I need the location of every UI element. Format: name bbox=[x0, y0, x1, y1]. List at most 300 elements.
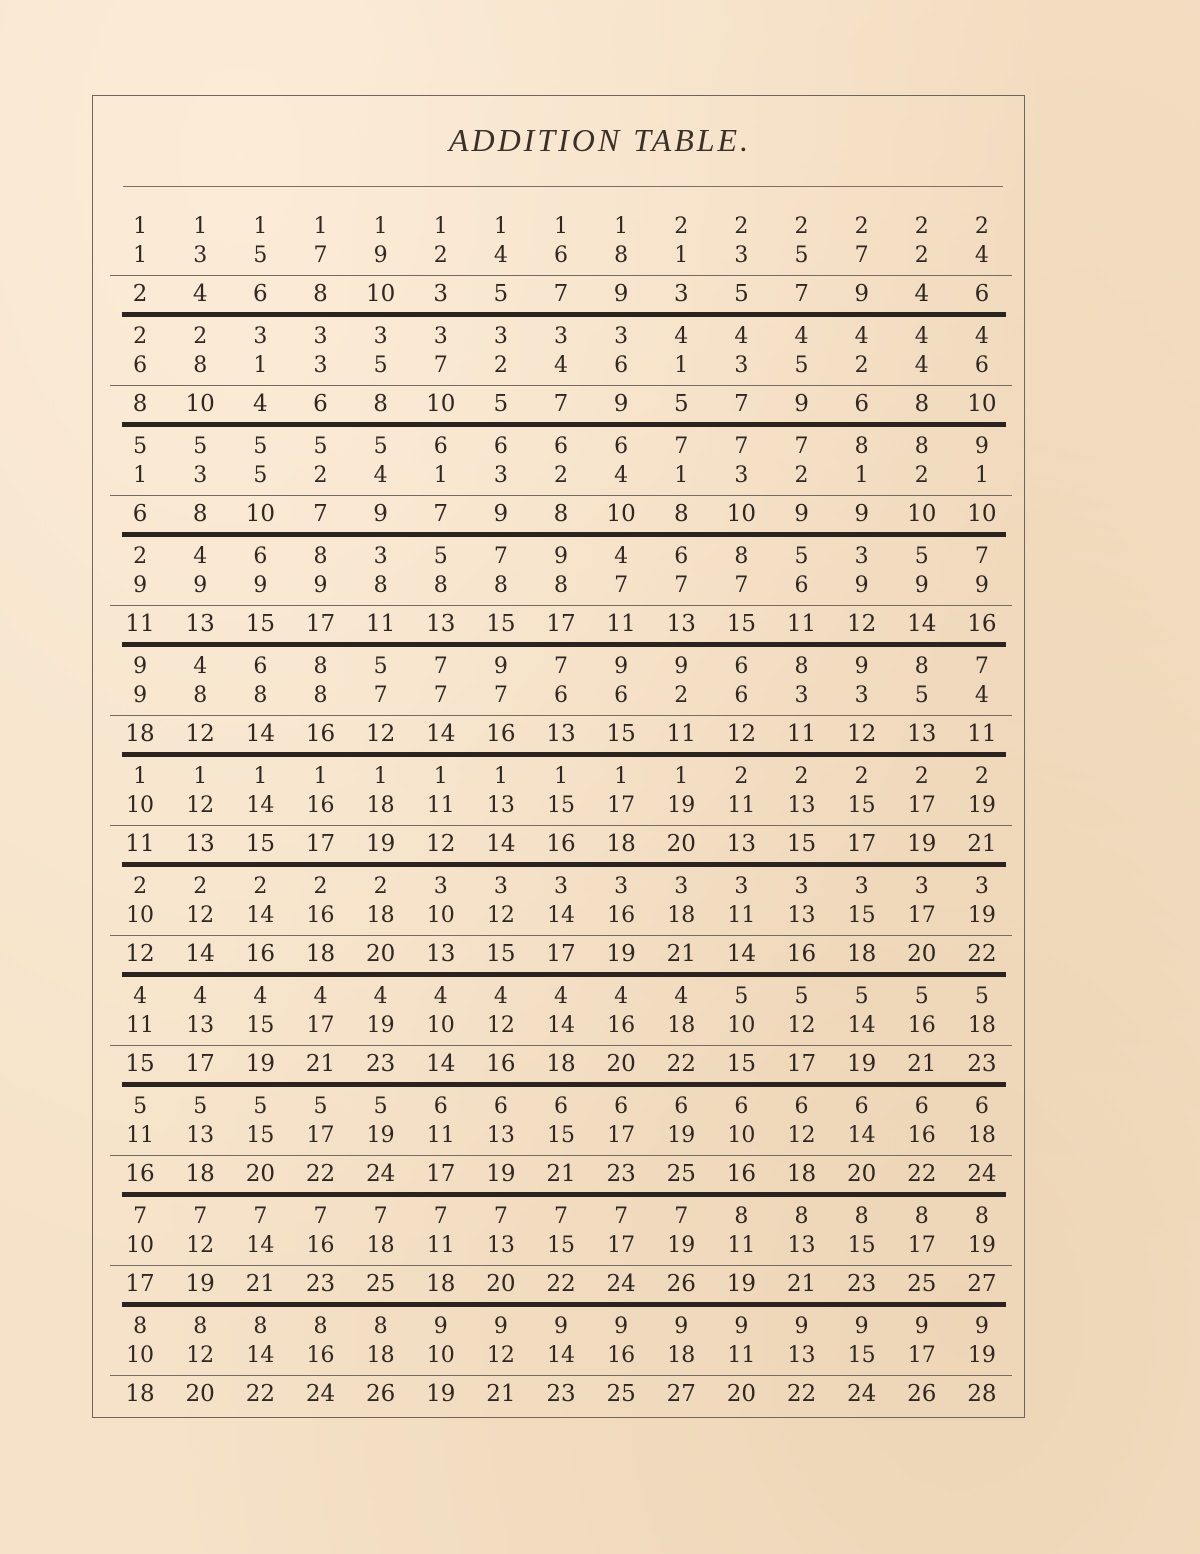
addend-top: 7 bbox=[974, 654, 989, 679]
addend-top: 6 bbox=[493, 1094, 508, 1119]
addend-pair bbox=[351, 652, 411, 710]
sum-cell: 11 bbox=[967, 721, 997, 747]
addend-bottom: 18 bbox=[667, 903, 696, 928]
addend-top: 2 bbox=[734, 214, 749, 239]
addend-pair bbox=[471, 652, 531, 710]
sum-cell: 5 bbox=[734, 281, 749, 307]
addend-bottom: 7 bbox=[433, 353, 448, 378]
addend-top: 2 bbox=[734, 764, 749, 789]
addend-top: 8 bbox=[253, 1314, 268, 1339]
addend-bottom: 10 bbox=[727, 1123, 756, 1148]
sum-row bbox=[110, 1375, 1012, 1412]
table-block bbox=[122, 1197, 1006, 1307]
table-block bbox=[122, 207, 1006, 317]
sum-cell: 27 bbox=[666, 1381, 696, 1407]
addend-pair bbox=[290, 542, 350, 600]
sum-cell: 13 bbox=[185, 611, 215, 637]
addend-pair bbox=[110, 762, 170, 820]
addend-bottom: 19 bbox=[967, 793, 996, 818]
addend-bottom: 8 bbox=[433, 573, 448, 598]
addend-top: 4 bbox=[433, 984, 448, 1009]
addend-bottom: 1 bbox=[253, 353, 268, 378]
addend-pair bbox=[110, 872, 170, 930]
addend-bottom: 19 bbox=[967, 1343, 996, 1368]
sum-cell: 9 bbox=[854, 281, 869, 307]
addend-top: 6 bbox=[974, 1094, 989, 1119]
addend-bottom: 7 bbox=[614, 573, 629, 598]
sum-cell: 13 bbox=[907, 721, 937, 747]
addend-pair bbox=[531, 432, 591, 490]
addend-top: 6 bbox=[674, 1094, 689, 1119]
addend-bottom: 5 bbox=[373, 353, 388, 378]
addend-bottom: 7 bbox=[674, 573, 689, 598]
sum-cell: 4 bbox=[192, 281, 208, 307]
addend-top: 7 bbox=[794, 434, 809, 459]
sum-cell: 14 bbox=[426, 721, 456, 747]
addend-pair bbox=[170, 432, 230, 490]
sum-cell: 11 bbox=[125, 831, 155, 857]
addend-top: 9 bbox=[133, 654, 148, 679]
addend-pair bbox=[471, 1092, 531, 1150]
addend-pair bbox=[290, 432, 350, 490]
sum-cell: 24 bbox=[365, 1161, 396, 1187]
sum-cell: 13 bbox=[185, 831, 215, 857]
sum-cell: 13 bbox=[666, 611, 696, 637]
addend-bottom: 9 bbox=[854, 573, 869, 598]
addend-pair bbox=[411, 1312, 471, 1370]
addend-row bbox=[110, 1087, 1012, 1155]
addend-bottom: 1 bbox=[974, 463, 989, 488]
addend-top: 7 bbox=[433, 654, 448, 679]
addend-bottom: 1 bbox=[674, 243, 689, 268]
sum-row bbox=[110, 1265, 1012, 1302]
addend-row bbox=[110, 317, 1012, 385]
addend-bottom: 11 bbox=[426, 1233, 455, 1258]
addend-pair bbox=[170, 982, 230, 1040]
addend-top: 4 bbox=[674, 984, 689, 1009]
addend-bottom: 16 bbox=[306, 1343, 335, 1368]
sum-cell: 17 bbox=[185, 1051, 215, 1077]
sum-cell: 6 bbox=[974, 281, 990, 307]
addend-pair bbox=[832, 322, 892, 380]
addend-pair bbox=[952, 872, 1012, 930]
sum-cell: 15 bbox=[726, 1051, 757, 1077]
addend-pair bbox=[290, 1202, 350, 1260]
sum-cell: 23 bbox=[606, 1161, 636, 1187]
addend-pair bbox=[411, 652, 471, 710]
sum-cell: 14 bbox=[726, 941, 757, 967]
sum-cell: 16 bbox=[125, 1161, 155, 1187]
addend-pair bbox=[170, 212, 230, 270]
sum-cell: 9 bbox=[493, 501, 509, 527]
addend-top: 7 bbox=[553, 654, 568, 679]
addend-top: 2 bbox=[133, 874, 148, 899]
addend-pair bbox=[471, 762, 531, 820]
addend-pair bbox=[651, 212, 711, 270]
addend-bottom: 11 bbox=[727, 1233, 756, 1258]
sum-cell: 19 bbox=[907, 831, 937, 857]
sum-cell: 19 bbox=[185, 1271, 215, 1297]
addend-bottom: 12 bbox=[787, 1013, 816, 1038]
addend-pair bbox=[471, 1202, 531, 1260]
addend-bottom: 12 bbox=[186, 793, 215, 818]
addend-pair bbox=[230, 212, 290, 270]
addend-bottom: 13 bbox=[486, 793, 515, 818]
addend-bottom: 1 bbox=[854, 463, 869, 488]
addend-bottom: 13 bbox=[186, 1123, 215, 1148]
sum-cell: 11 bbox=[666, 721, 696, 747]
sum-cell: 10 bbox=[726, 501, 757, 527]
addend-row bbox=[110, 867, 1012, 935]
sum-cell: 10 bbox=[426, 391, 456, 417]
addend-pair bbox=[591, 1092, 651, 1150]
addend-top: 4 bbox=[734, 324, 749, 349]
addend-top: 3 bbox=[493, 874, 508, 899]
addend-top: 4 bbox=[614, 544, 629, 569]
sum-cell: 13 bbox=[546, 721, 576, 747]
addend-bottom: 16 bbox=[306, 903, 335, 928]
addend-pair bbox=[290, 872, 350, 930]
addend-top: 8 bbox=[133, 1314, 148, 1339]
addend-bottom: 8 bbox=[253, 683, 268, 708]
addend-row bbox=[110, 647, 1012, 715]
addend-top: 8 bbox=[854, 434, 869, 459]
addend-top: 2 bbox=[193, 874, 208, 899]
addend-bottom: 11 bbox=[727, 1343, 756, 1368]
sum-cell: 13 bbox=[426, 941, 456, 967]
addend-bottom: 17 bbox=[607, 1123, 636, 1148]
addend-pair bbox=[531, 872, 591, 930]
addend-top: 6 bbox=[734, 654, 749, 679]
sum-cell: 18 bbox=[185, 1161, 215, 1187]
sum-cell: 10 bbox=[365, 281, 396, 307]
addend-top: 3 bbox=[674, 874, 689, 899]
addend-pair bbox=[110, 1202, 170, 1260]
addend-pair bbox=[832, 1092, 892, 1150]
addend-pair bbox=[290, 1312, 350, 1370]
sum-cell: 20 bbox=[726, 1381, 757, 1407]
addend-pair bbox=[110, 652, 170, 710]
addend-pair bbox=[591, 1202, 651, 1260]
addend-pair bbox=[771, 1312, 831, 1370]
addend-top: 9 bbox=[974, 1314, 989, 1339]
addend-top: 5 bbox=[794, 984, 809, 1009]
addend-bottom: 15 bbox=[847, 1343, 876, 1368]
addend-bottom: 17 bbox=[607, 1233, 636, 1258]
addend-bottom: 6 bbox=[614, 683, 629, 708]
sum-cell: 11 bbox=[125, 611, 155, 637]
addend-top: 1 bbox=[493, 214, 508, 239]
addend-bottom: 2 bbox=[674, 683, 689, 708]
sum-cell: 9 bbox=[373, 501, 388, 527]
addend-top: 7 bbox=[674, 434, 689, 459]
addend-top: 8 bbox=[794, 654, 809, 679]
addend-pair bbox=[170, 762, 230, 820]
addend-top: 6 bbox=[734, 1094, 749, 1119]
addend-bottom: 8 bbox=[193, 353, 208, 378]
sum-cell: 26 bbox=[907, 1381, 937, 1407]
sum-cell: 14 bbox=[907, 611, 937, 637]
addend-bottom: 6 bbox=[133, 353, 148, 378]
addend-row bbox=[110, 757, 1012, 825]
addend-bottom: 2 bbox=[854, 353, 869, 378]
addend-pair bbox=[230, 542, 290, 600]
addend-bottom: 8 bbox=[373, 573, 388, 598]
addend-bottom: 10 bbox=[426, 1343, 455, 1368]
addend-bottom: 19 bbox=[667, 1123, 696, 1148]
sum-cell: 7 bbox=[734, 391, 749, 417]
sum-cell: 23 bbox=[305, 1271, 336, 1297]
addend-pair bbox=[771, 542, 831, 600]
addend-top: 8 bbox=[914, 654, 929, 679]
sum-cell: 15 bbox=[606, 721, 636, 747]
addend-pair bbox=[411, 762, 471, 820]
addend-top: 7 bbox=[553, 1204, 568, 1229]
addend-top: 5 bbox=[433, 544, 448, 569]
addend-top: 2 bbox=[674, 214, 689, 239]
addend-pair bbox=[591, 652, 651, 710]
sum-cell: 7 bbox=[433, 501, 449, 527]
sum-cell: 23 bbox=[365, 1051, 396, 1077]
addend-top: 3 bbox=[373, 544, 388, 569]
addend-top: 1 bbox=[373, 214, 388, 239]
addend-top: 8 bbox=[313, 1314, 328, 1339]
addend-top: 8 bbox=[914, 1204, 929, 1229]
addend-bottom: 7 bbox=[734, 573, 749, 598]
addend-pair bbox=[110, 432, 170, 490]
addend-top: 9 bbox=[914, 1314, 929, 1339]
addend-pair bbox=[952, 1092, 1012, 1150]
addend-pair bbox=[110, 322, 170, 380]
addend-pair bbox=[471, 872, 531, 930]
addend-bottom: 4 bbox=[373, 463, 388, 488]
addend-top: 9 bbox=[433, 1314, 448, 1339]
addend-pair bbox=[290, 982, 350, 1040]
addend-top: 1 bbox=[253, 764, 268, 789]
addend-top: 3 bbox=[313, 324, 328, 349]
sum-cell: 24 bbox=[606, 1271, 636, 1297]
addend-bottom: 17 bbox=[306, 1123, 335, 1148]
addend-pair bbox=[531, 212, 591, 270]
addend-top: 5 bbox=[373, 434, 388, 459]
addend-pair bbox=[351, 872, 411, 930]
addend-bottom: 7 bbox=[313, 243, 328, 268]
addend-bottom: 11 bbox=[126, 1123, 155, 1148]
addend-pair bbox=[351, 1092, 411, 1150]
addend-pair bbox=[531, 322, 591, 380]
addend-pair bbox=[290, 652, 350, 710]
addend-pair bbox=[651, 982, 711, 1040]
sum-cell: 22 bbox=[907, 1161, 937, 1187]
addend-top: 7 bbox=[674, 1204, 689, 1229]
sum-cell: 17 bbox=[426, 1161, 456, 1187]
sum-row bbox=[110, 1045, 1012, 1082]
addend-pair bbox=[952, 542, 1012, 600]
sum-cell: 20 bbox=[245, 1161, 275, 1187]
addend-bottom: 8 bbox=[493, 573, 508, 598]
sum-cell: 27 bbox=[967, 1271, 997, 1297]
addend-bottom: 17 bbox=[907, 1233, 936, 1258]
addend-pair bbox=[832, 1312, 892, 1370]
table-block bbox=[122, 317, 1006, 427]
addend-bottom: 17 bbox=[907, 903, 936, 928]
sum-cell: 19 bbox=[486, 1161, 516, 1187]
addend-top: 5 bbox=[974, 984, 989, 1009]
addend-top: 1 bbox=[433, 214, 448, 239]
sum-cell: 16 bbox=[546, 831, 576, 857]
addend-top: 3 bbox=[974, 874, 989, 899]
addend-pair bbox=[892, 872, 952, 930]
sum-cell: 5 bbox=[493, 281, 509, 307]
addend-bottom: 19 bbox=[967, 1233, 996, 1258]
addend-pair bbox=[411, 1202, 471, 1260]
addend-top: 6 bbox=[433, 1094, 448, 1119]
sum-cell: 7 bbox=[313, 501, 328, 527]
addend-pair bbox=[170, 1202, 230, 1260]
table-block bbox=[122, 1307, 1006, 1412]
addend-row bbox=[110, 1197, 1012, 1265]
addend-top: 8 bbox=[734, 544, 749, 569]
addend-pair bbox=[892, 322, 952, 380]
addend-top: 3 bbox=[614, 324, 629, 349]
addend-top: 2 bbox=[974, 214, 989, 239]
addend-top: 5 bbox=[193, 1094, 208, 1119]
addend-pair bbox=[531, 982, 591, 1040]
sum-cell: 9 bbox=[613, 391, 629, 417]
sum-cell: 24 bbox=[967, 1161, 997, 1187]
addend-top: 1 bbox=[553, 214, 568, 239]
addend-bottom: 9 bbox=[974, 573, 989, 598]
addend-top: 9 bbox=[974, 434, 989, 459]
sum-cell: 17 bbox=[305, 831, 336, 857]
sum-cell: 28 bbox=[967, 1381, 997, 1407]
addend-top: 8 bbox=[373, 1314, 388, 1339]
addend-pair bbox=[230, 1202, 290, 1260]
addend-bottom: 14 bbox=[546, 903, 575, 928]
addend-bottom: 9 bbox=[253, 573, 268, 598]
sum-cell: 6 bbox=[132, 501, 148, 527]
addend-top: 9 bbox=[794, 1314, 809, 1339]
addend-pair bbox=[952, 982, 1012, 1040]
sum-cell: 22 bbox=[666, 1051, 696, 1077]
addend-top: 3 bbox=[433, 874, 448, 899]
sum-row bbox=[110, 495, 1012, 532]
addend-pair bbox=[471, 432, 531, 490]
addend-bottom: 6 bbox=[553, 683, 568, 708]
sum-cell: 11 bbox=[365, 611, 396, 637]
addend-bottom: 15 bbox=[546, 1123, 575, 1148]
sum-cell: 9 bbox=[854, 501, 869, 527]
addend-pair bbox=[832, 652, 892, 710]
addend-top: 4 bbox=[373, 984, 388, 1009]
addend-pair bbox=[290, 322, 350, 380]
addend-bottom: 14 bbox=[847, 1013, 876, 1038]
sum-cell: 5 bbox=[673, 391, 689, 417]
addend-bottom: 17 bbox=[306, 1013, 335, 1038]
addend-pair bbox=[411, 212, 471, 270]
sum-cell: 12 bbox=[847, 721, 877, 747]
sum-cell: 21 bbox=[967, 831, 997, 857]
addend-bottom: 10 bbox=[426, 903, 455, 928]
sum-cell: 12 bbox=[125, 941, 155, 967]
addend-bottom: 3 bbox=[193, 243, 208, 268]
addend-bottom: 1 bbox=[133, 243, 148, 268]
sum-cell: 6 bbox=[253, 281, 268, 307]
addend-bottom: 8 bbox=[614, 243, 629, 268]
addend-pair bbox=[892, 212, 952, 270]
addend-bottom: 10 bbox=[126, 1233, 155, 1258]
addend-pair bbox=[651, 542, 711, 600]
addend-top: 5 bbox=[373, 654, 388, 679]
addend-bottom: 11 bbox=[426, 1123, 455, 1148]
sum-cell: 11 bbox=[786, 611, 817, 637]
addend-bottom: 9 bbox=[193, 573, 208, 598]
sum-cell: 10 bbox=[967, 501, 997, 527]
addend-bottom: 19 bbox=[366, 1123, 395, 1148]
addend-top: 3 bbox=[253, 324, 268, 349]
addend-pair bbox=[351, 432, 411, 490]
sum-cell: 25 bbox=[365, 1271, 396, 1297]
addend-bottom: 3 bbox=[734, 353, 749, 378]
addend-top: 2 bbox=[133, 324, 148, 349]
addend-bottom: 19 bbox=[366, 1013, 395, 1038]
sum-cell: 10 bbox=[907, 501, 937, 527]
addend-bottom: 12 bbox=[186, 903, 215, 928]
addend-top: 5 bbox=[253, 1094, 268, 1119]
sum-cell: 15 bbox=[245, 611, 275, 637]
addend-bottom: 2 bbox=[313, 463, 328, 488]
addend-pair bbox=[471, 982, 531, 1040]
addend-pair bbox=[230, 432, 290, 490]
addend-pair bbox=[230, 762, 290, 820]
addend-pair bbox=[531, 542, 591, 600]
addend-top: 7 bbox=[493, 1204, 508, 1229]
sum-cell: 17 bbox=[305, 611, 336, 637]
addend-bottom: 11 bbox=[727, 903, 756, 928]
addend-top: 3 bbox=[614, 874, 629, 899]
sum-cell: 16 bbox=[486, 721, 516, 747]
addend-top: 4 bbox=[133, 984, 148, 1009]
addend-pair bbox=[110, 212, 170, 270]
addend-top: 4 bbox=[553, 984, 568, 1009]
addend-top: 8 bbox=[193, 1314, 208, 1339]
addend-top: 7 bbox=[974, 544, 989, 569]
addend-pair bbox=[711, 1092, 771, 1150]
sum-cell: 16 bbox=[486, 1051, 516, 1077]
addend-top: 9 bbox=[854, 1314, 869, 1339]
addend-bottom: 6 bbox=[974, 353, 989, 378]
addend-pair bbox=[952, 1312, 1012, 1370]
sum-cell: 16 bbox=[967, 611, 997, 637]
addend-bottom: 10 bbox=[126, 1343, 155, 1368]
addend-top: 1 bbox=[133, 764, 148, 789]
addend-top: 6 bbox=[914, 1094, 929, 1119]
sum-cell: 21 bbox=[546, 1161, 576, 1187]
sum-cell: 20 bbox=[666, 831, 696, 857]
addend-top: 1 bbox=[614, 764, 629, 789]
addend-bottom: 2 bbox=[794, 463, 809, 488]
addend-bottom: 6 bbox=[734, 683, 749, 708]
addend-top: 4 bbox=[493, 984, 508, 1009]
addend-top: 6 bbox=[794, 1094, 809, 1119]
addend-pair bbox=[471, 212, 531, 270]
sum-cell: 12 bbox=[847, 611, 877, 637]
addend-pair bbox=[952, 212, 1012, 270]
addend-pair bbox=[711, 872, 771, 930]
addend-bottom: 7 bbox=[433, 683, 448, 708]
sum-cell: 24 bbox=[305, 1381, 336, 1407]
addend-top: 3 bbox=[553, 324, 568, 349]
